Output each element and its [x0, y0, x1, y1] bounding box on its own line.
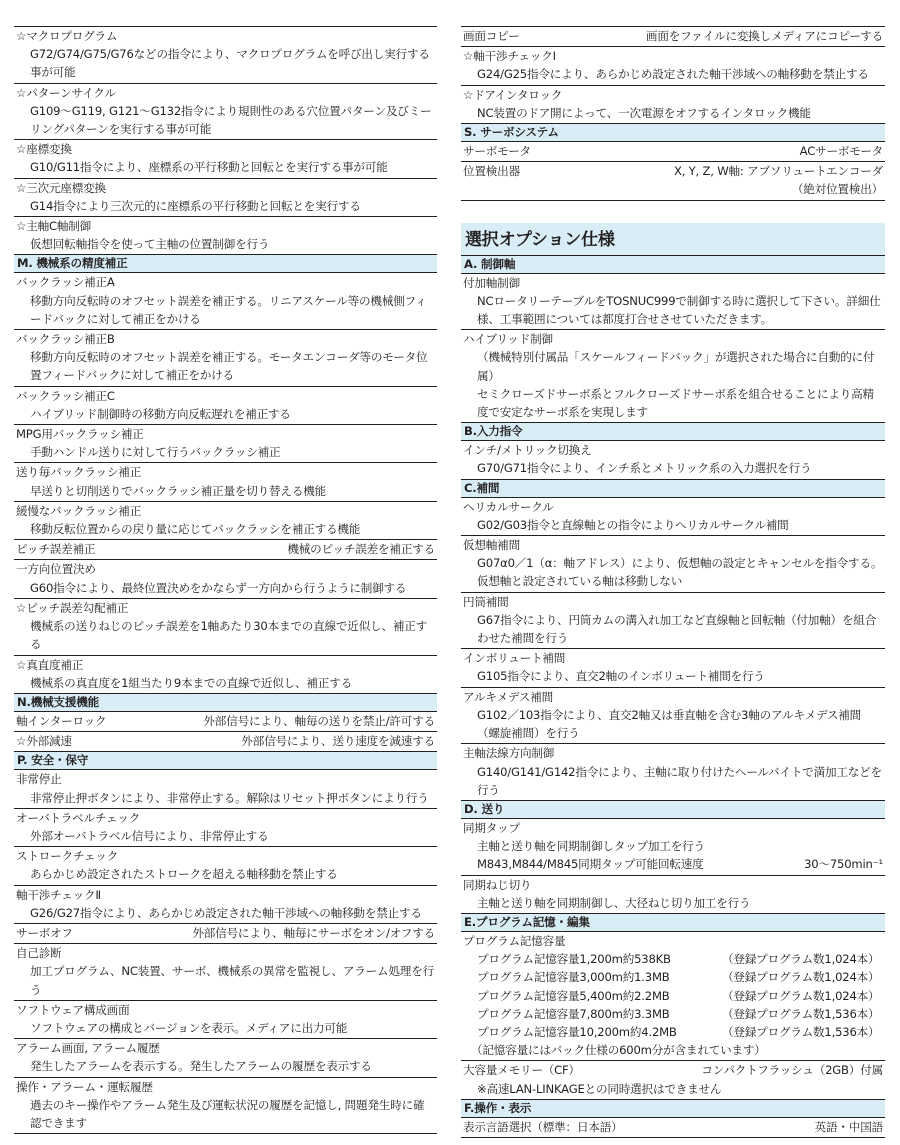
spec-description: G102／103指令により、直交2軸又は垂直軸を含む3軸のアルキメデス補間（螺旋補間）を行う [477, 707, 862, 741]
spec-item [14, 712, 437, 732]
spec-row [16, 732, 435, 750]
spec-title: ☆ドアインタロック [463, 87, 563, 102]
spec-item [14, 560, 437, 598]
spec-title: ☆三次元座標変換 [16, 180, 106, 195]
spec-title: ☆真直度補正 [16, 657, 84, 672]
spec-title: 付加軸制御 [463, 275, 520, 290]
spec-item [461, 649, 885, 687]
spec-item [14, 387, 437, 425]
spec-description: 過去のキー操作やアラーム発生及び運転状況の履歴を記憶し, 問題発生時に確認できます [30, 1097, 425, 1130]
spec-description: 主軸と送り軸を同期制御しタップ加工を行う [477, 839, 705, 854]
section-header: F.操作・表示 [461, 1099, 885, 1118]
spec-item [14, 84, 437, 141]
spec-value: （絶対位置検出） [791, 182, 883, 197]
memory-capacity: プログラム記憶容量10,200m約4.2MB [477, 1024, 677, 1039]
memory-capacity-row [463, 1005, 883, 1023]
spec-label: M843,M844/M845同期タップ可能回転速度 [477, 857, 704, 872]
spec-item [14, 1039, 437, 1077]
spec-description: 機械系の真直度を1組当たり9本までの直線で近似し、補正する [30, 675, 352, 690]
spec-description: 移動方向反転時のオフセット誤差を補正する。リニアスケール等の機械側フィードバックに対して補正をかける [30, 293, 427, 326]
spec-title: ソフトウェア構成画面 [16, 1002, 130, 1017]
spec-item [14, 540, 437, 560]
spec-value: 30～750min⁻¹ [804, 857, 883, 872]
spec-title: 自己診断 [16, 946, 62, 961]
spec-title: バックラッシ補正B [16, 332, 115, 347]
program-count: （登録プログラム数1,536本） [722, 1024, 880, 1039]
program-count: （登録プログラム数1,024本） [722, 970, 880, 985]
spec-value: 外部信号により、軸毎の送りを禁止/許可する [203, 713, 435, 728]
spec-item [14, 27, 437, 84]
spec-value-row [463, 855, 883, 873]
section-header: D. 送り [461, 800, 885, 819]
spec-item [461, 593, 885, 650]
spec-description: 外部オーバトラベル信号により、非常停止する [30, 828, 269, 843]
memory-capacity-row [463, 987, 883, 1005]
spec-title: 画面コピー [463, 29, 520, 43]
spec-description: G70/G71指令により、インチ系とメトリック系の入力選択を行う [477, 461, 812, 476]
spec-title: 軸インターロック [16, 713, 107, 728]
spec-title: プログラム記憶容量 [463, 933, 566, 948]
spec-title: 同期タップ [463, 820, 520, 835]
spec-value: 外部信号により、送り速度を減速する [241, 734, 435, 749]
spec-description: 移動方向反転時のオフセット誤差を補正する。モータエンコーダ等のモータ位置フィードバックに対して補正をかける [30, 350, 428, 383]
spec-value: X, Y, Z, W軸: アブソリュートエンコーダ [673, 164, 883, 179]
memory-capacity-row [463, 968, 883, 986]
section-header: S. サーボシステム [461, 123, 885, 142]
spec-title: ☆パターンサイクル [16, 85, 116, 100]
spec-title: 主軸法線方向制御 [463, 746, 555, 761]
spec-description: セミクローズドサーボ系とフルクローズドサーボ系を組合せることにより高精度で安定なサーボ系を実現します [477, 386, 874, 420]
spec-item [461, 819, 885, 876]
spec-row [463, 1061, 883, 1079]
spec-item [14, 847, 437, 885]
spec-item [14, 770, 437, 808]
spec-title: 非常停止 [16, 772, 62, 787]
spec-title: バックラッシ補正A [16, 275, 115, 290]
spec-item [461, 86, 885, 124]
spec-value: 画面をファイルに変換しメディアにコピーする [645, 29, 883, 43]
spec-row [463, 142, 883, 160]
spec-description: 手動ハンドル送りに対して行うバックラッシ補正 [30, 445, 281, 460]
spec-item [461, 1061, 885, 1099]
spec-title: バックラッシ補正C [16, 388, 115, 403]
spec-description: 早送りと切削送りでバックラッシ補正量を切り替える機能 [30, 483, 327, 498]
spec-description: あらかじめ設定されたストロークを超える軸移動を禁止する [30, 867, 338, 882]
spec-item [461, 744, 885, 801]
spec-title: 位置検出器 [463, 164, 520, 179]
spec-item [14, 217, 437, 255]
spec-value: 英語・中国語 [814, 1119, 883, 1134]
spec-item [461, 876, 885, 914]
spec-title: 円筒補間 [463, 594, 509, 609]
spec-title: 一方向位置決め [16, 562, 96, 577]
spec-item [461, 274, 885, 331]
spec-item [461, 162, 885, 200]
section-header: E.プログラム記憶・編集 [461, 913, 885, 932]
spec-title: ☆ピッチ誤差勾配補正 [16, 600, 129, 615]
spec-value: ACサーボモータ [799, 144, 883, 159]
spec-item [14, 273, 437, 330]
spec-description: 主軸と送り軸を同期制御し、大径ねじ切り加工を行う [477, 895, 751, 910]
memory-capacity-row [463, 1023, 883, 1041]
spec-item [14, 599, 437, 656]
spec-title: ヘリカルサークル [463, 499, 554, 514]
spec-item [461, 142, 885, 162]
spec-description: G72/G74/G75/G76などの指令により、マクロプログラムを呼び出し実行する事が可能 [30, 47, 430, 80]
spec-note: （記憶容量にはバック仕様の600m分が含まれています） [471, 1043, 766, 1058]
spec-item [14, 502, 437, 540]
standard-spec-continued [461, 27, 885, 201]
spec-title: 送り毎バックラッシ補正 [16, 465, 142, 480]
spec-item [14, 140, 437, 178]
spec-title: 表示言語選択（標準：日本語） [463, 1119, 623, 1134]
spec-row-cont [463, 180, 883, 198]
section-header: B.入力指令 [461, 422, 885, 441]
option-spec-list [461, 255, 885, 1138]
spec-description: 加工プログラム、NC装置、サーボ、機械系の異常を監視し、アラーム処理を行う [30, 964, 434, 997]
section-header: C.補間 [461, 479, 885, 498]
spec-title: 緩慢なバックラッシ補正 [16, 503, 142, 518]
spec-description: （機械特別付属品「スケールフィードバック」が選択された場合に自動的に付属） [477, 350, 875, 383]
spec-description: G10/G11指令により、座標系の平行移動と回転とを実行する事が可能 [30, 160, 388, 175]
spec-title: サーボモータ [463, 144, 531, 159]
spec-title: アルキメデス補間 [463, 689, 553, 704]
spec-item [14, 886, 437, 924]
spec-description: G105指令により、直交2軸のインボリュート補間を行う [477, 669, 765, 684]
memory-capacity: プログラム記憶容量7,800m約3.3MB [477, 1006, 670, 1021]
spec-item [14, 1078, 437, 1135]
spec-item [461, 330, 885, 423]
spec-item [14, 179, 437, 217]
memory-capacity: プログラム記憶容量3,000m約1.3MB [477, 970, 670, 985]
spec-description: G60指令により、最終位置決めをかならず一方向から行うように制御する [30, 580, 407, 595]
section-header: M. 機械系の精度補正 [14, 254, 437, 273]
spec-title: 大容量メモリー（CF） [463, 1063, 580, 1078]
spec-description: G26/G27指令により、あらかじめ設定された軸干渉域への軸移動を禁止する [30, 905, 422, 920]
spec-item [461, 27, 885, 47]
spec-description: G140/G141/G142指令により、主軸に取り付けたヘールバイトで満加工などを行う [477, 764, 882, 797]
spec-item [461, 441, 885, 479]
spec-title: ピッチ誤差補正 [16, 542, 96, 557]
spec-description: G07α0／1（α：軸アドレス）により、仮想軸の設定とキャンセルを指令する。仮想軸と設定されている軸は移動しない [477, 556, 883, 589]
spec-description: 仮想回転軸指令を使って主軸の位置制御を行う [30, 237, 270, 252]
right-column [461, 26, 885, 1138]
spec-item [14, 809, 437, 847]
spec-description: G67指令により、円筒カムの溝入れ加工など直線軸と回転軸（付加軸）を組合わせた補間を行う [477, 612, 877, 646]
spec-description: NCロータリーテーブルをTOSNUC999で制御する時に選択して下さい。詳細仕様、工事範囲については都度打合せさせていただきます。 [477, 293, 881, 327]
spec-description: 非常停止押ボタンにより、非常停止する。解除はリセット押ボタンにより行う [30, 790, 429, 805]
spec-title: MPG用バックラッシ補正 [16, 427, 144, 442]
spec-value: 外部信号により、軸毎にサーボをオン/オフする [192, 925, 435, 940]
spec-row [16, 924, 435, 942]
spec-item [461, 1118, 885, 1138]
left-column [14, 26, 437, 1134]
spec-value: コンパクトフラッシュ（2GB）付属 [701, 1063, 883, 1078]
spec-item [14, 924, 437, 944]
spec-item [461, 536, 885, 593]
section-header: P. 安全・保守 [14, 751, 437, 770]
spec-title: ☆マクロプログラム [16, 29, 118, 43]
spec-row [463, 1118, 883, 1136]
spec-item [14, 425, 437, 463]
spec-description: G14指令により三次元的に座標系の平行移動と回転とを実行する [30, 198, 361, 213]
spec-title: ☆主軸C軸制御 [16, 219, 92, 234]
spec-title: ☆軸干渉チェックⅠ [463, 49, 556, 64]
program-count: （登録プログラム数1,024本） [722, 988, 880, 1003]
spec-description: ハイブリッド制御時の移動方向反転遅れを補正する [30, 406, 291, 421]
spec-item [14, 1001, 437, 1039]
spec-item [461, 688, 885, 745]
spec-title: ハイブリッド制御 [463, 332, 553, 347]
spec-item [14, 732, 437, 752]
program-count: （登録プログラム数1,024本） [722, 952, 880, 967]
spec-item [14, 656, 437, 694]
spec-item [461, 932, 885, 1061]
spec-title: 同期ねじ切り [463, 877, 532, 892]
spec-title: インボリュート補間 [463, 651, 566, 666]
spec-title: サーボオフ [16, 925, 73, 940]
spec-title: ☆座標変換 [16, 142, 72, 157]
spec-note: ※高速LAN-LINKAGEとの同時選択はできません [477, 1081, 722, 1096]
option-spec-title: 選択オプション仕様 [461, 223, 885, 256]
spec-row [463, 162, 883, 180]
spec-description: G109～G119, G121～G132指令により規則性のある穴位置パターン及びミーリングパターンを実行する事が可能 [30, 103, 432, 137]
spec-title: 軸干渉チェックⅡ [16, 887, 101, 902]
spec-description: 機械系の送りねじのピッチ誤差を1軸あたり30本までの直線で近似し、補正する [30, 619, 428, 652]
memory-capacity-row [463, 950, 883, 968]
spec-description: NC装置のドア開によって、一次電源をオフするインタロック機能 [477, 105, 811, 120]
spec-title: オーバトラベルチェック [16, 810, 141, 825]
spec-item [14, 944, 437, 1001]
spec-description: ソフトウェアの構成とバージョンを表示。メディアに出力可能 [30, 1020, 348, 1035]
spec-title: 仮想軸補間 [463, 538, 520, 553]
memory-capacity: プログラム記憶容量1,200m約538KB [477, 952, 671, 967]
spec-row [16, 712, 435, 730]
spec-description: G02/G03指令と直線軸との指令によりヘリカルサークル補間 [477, 517, 789, 532]
spec-row [463, 27, 883, 45]
spec-item [14, 330, 437, 387]
program-count: （登録プログラム数1,536本） [722, 1006, 880, 1021]
spec-title: 操作・アラーム・運転履歴 [16, 1079, 153, 1094]
spec-item [461, 47, 885, 85]
memory-capacity: プログラム記憶容量5,400m約2.2MB [477, 988, 670, 1003]
spec-title: アラーム画面, アラーム履歴 [16, 1041, 160, 1056]
spec-value: 機械のピッチ誤差を補正する [287, 542, 435, 557]
spec-title: ストロークチェック [16, 849, 119, 864]
section-header: N.機械支援機能 [14, 693, 437, 712]
spec-item [461, 498, 885, 536]
spec-description: 発生したアラームを表示する。発生したアラームの履歴を表示する [30, 1059, 372, 1074]
spec-row [16, 540, 435, 558]
spec-title: ☆外部減速 [16, 734, 72, 749]
spec-description: G24/G25指令により、あらかじめ設定された軸干渉域への軸移動を禁止する [477, 67, 869, 82]
spec-title: インチ/メトリック切換え [463, 443, 592, 458]
section-header: A. 制御軸 [461, 255, 885, 274]
spec-item [14, 463, 437, 501]
spec-description: 移動反転位置からの戻り量に応じてバックラッシを補正する機能 [30, 522, 361, 537]
